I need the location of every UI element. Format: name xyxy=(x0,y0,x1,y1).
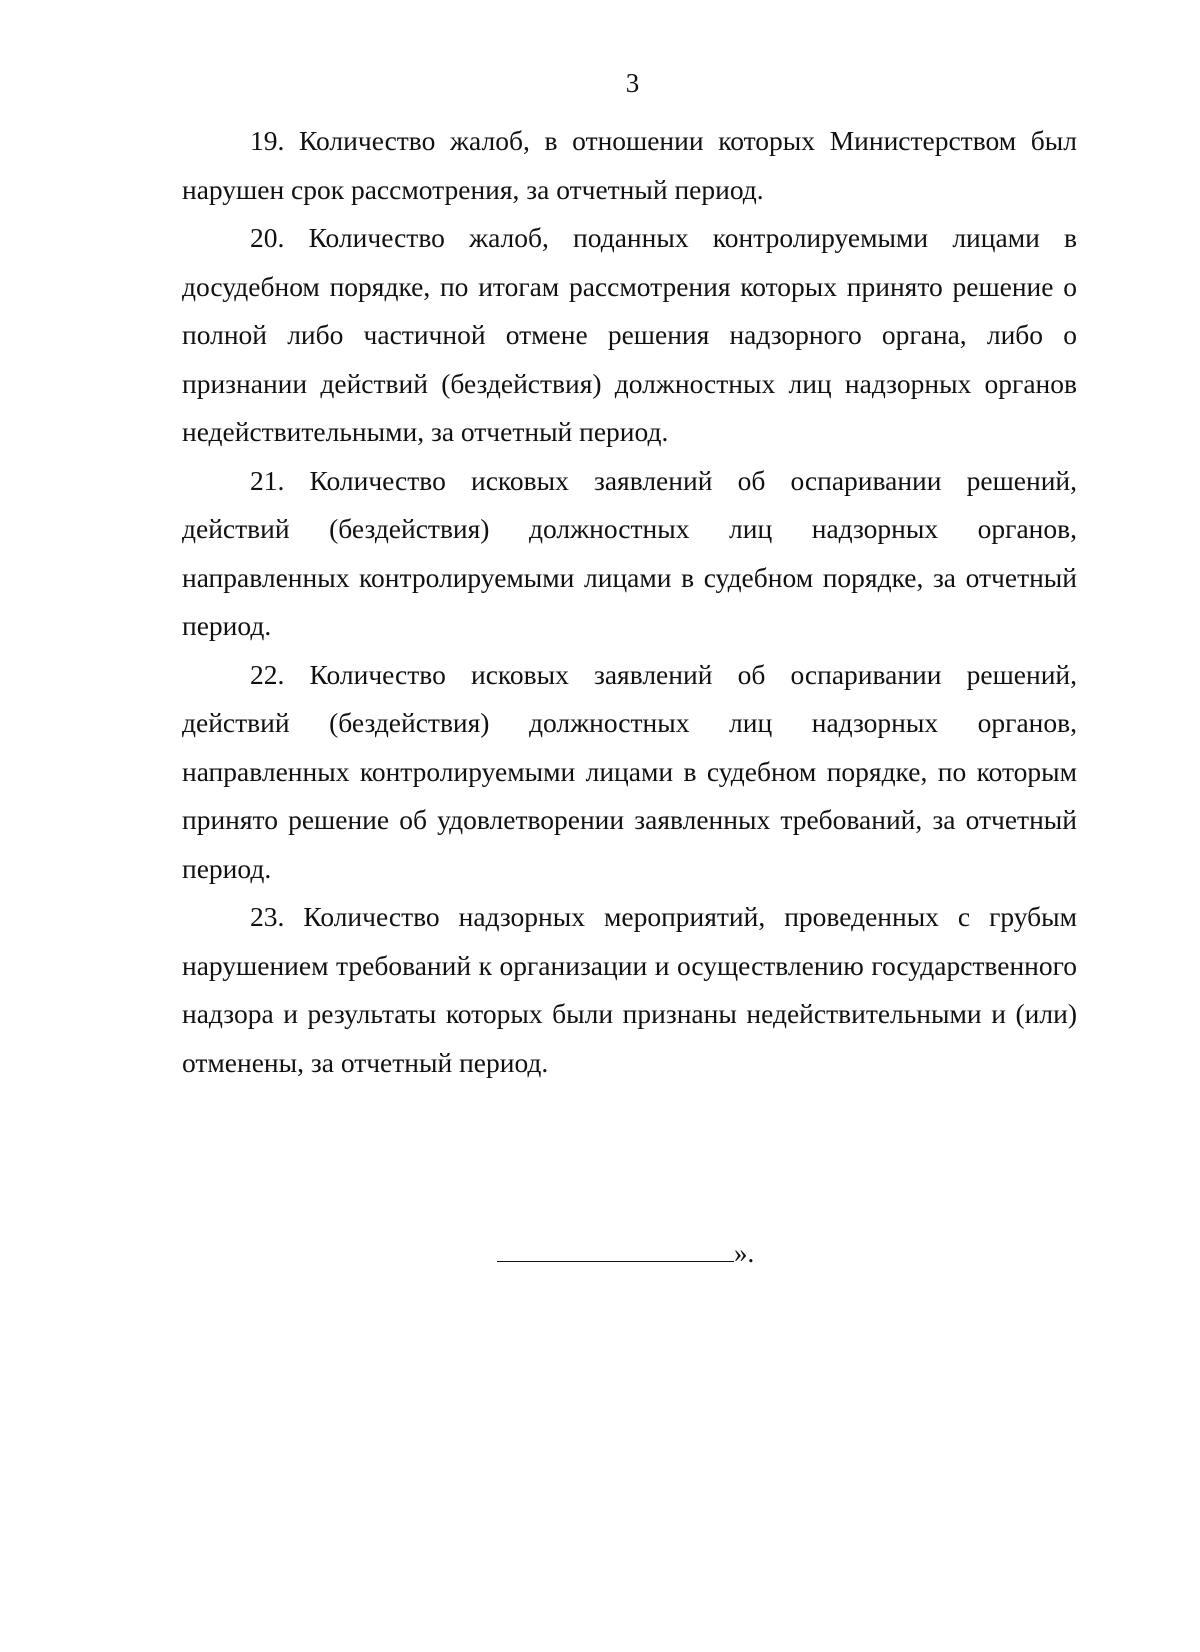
paragraph-21: 21. Количество исковых заявлений об оспаривании решений, действий (бездействия) должностных лиц надзорных органов, направленных контролируемыми лицами в судебном порядке, за отчетный период. xyxy=(182,464,1077,641)
paragraph-20: 20. Количество жалоб, поданных контролируемыми лицами в досудебном порядке, по итогам рассмотрения которых принято решение о полной либо частичной отмене решения надзорного органа, либо о признании действий (бездействия) должностных лиц надзорных органов недействительными, за отчетный период. xyxy=(182,222,1077,447)
paragraph-22: 22. Количество исковых заявлений об оспаривании решений, действий (бездействия) должностных лиц надзорных органов, направленных контролируемыми лицами в судебном порядке, по которым принято решение об удовлетворении заявленных требований, за отчетный период. xyxy=(182,658,1077,884)
closing-quote: ». xyxy=(734,1238,755,1268)
paragraph-23: 23. Количество надзорных мероприятий, проведенных с грубым нарушением требований к организации и осуществлению государственного надзора и результаты которых были признаны недействительными и (или) отменены, за отчетный период. xyxy=(182,901,1077,1078)
page-number: 3 xyxy=(625,68,640,98)
paragraph-19: 19. Количество жалоб, в отношении которых Министерством был нарушен срок рассмотрения, за отчетный период. xyxy=(182,125,1077,205)
closing-mark xyxy=(497,1238,754,1268)
closing-underline xyxy=(497,1241,734,1262)
document-body xyxy=(182,117,1077,1087)
